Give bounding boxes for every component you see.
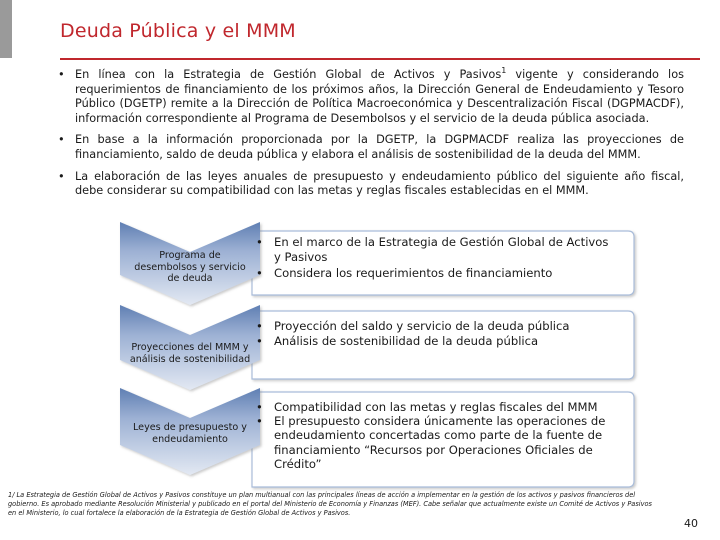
detail-item <box>250 400 612 414</box>
footnote-marker: 1 <box>501 66 507 76</box>
bullet-dot: • <box>256 334 263 349</box>
detail-item <box>250 266 612 281</box>
detail-text: Análisis de sostenibilidad de la deuda pública <box>274 334 539 349</box>
detail-text: En el marco de la Estrategia de Gestión Global de Activos y Pasivos <box>274 235 609 265</box>
bullet-text: En línea con la Estrategia de Gestión Global de Activos y Pasivos <box>75 68 502 81</box>
bullet-dot: • <box>58 68 65 81</box>
bullet-dot: • <box>58 133 65 147</box>
detail-item <box>250 235 612 266</box>
bullet-text: En base a la información proporcionada por la DGETP, la DGPMACDF realiza las proyecciones de financiamiento, saldo de deuda pública y elabora el análisis de sostenibilidad de la deuda del MMM. <box>75 133 684 161</box>
detail-text: Proyección del saldo y servicio de la deuda pública <box>274 319 570 333</box>
bullet-dot: • <box>256 235 263 249</box>
bullet-dot: • <box>256 265 263 280</box>
detail-text: El presupuesto considera únicamente las operaciones de endeudamiento concertadas como parte de la fuente de financiamiento “Recursos por Operaciones Oficiales de Crédito” <box>274 414 606 471</box>
detail-text: Considera los requerimientos de financiamiento <box>274 265 553 280</box>
detail-list-3 <box>250 400 612 471</box>
detail-item <box>250 334 612 349</box>
detail-list-1 <box>250 235 612 281</box>
footnote: 1/ La Estrategia de Gestión Global de Activos y Pasivos constituye un plan multianual con las principales líneas de acción a implementar en la gestión de los activos y pasivos financieros del gobierno. Es aprobado mediante Resolución Ministerial y publicado en el portal del Ministerio de Economía y Finanzas (MEF). Cabe señalar que actualmente existe un Comité de Activos y Pasivos en el Ministerio, lo cual fortalece la elaboración de la Estrategia de Gestión Global de Activos y Pasivos. <box>8 491 652 518</box>
bullet-dot: • <box>256 400 263 414</box>
page-number: 40 <box>684 517 698 530</box>
bullet-dot: • <box>58 169 65 183</box>
chevron-label-2: Proyecciones del MMM y análisis de sostenibilidad <box>129 342 251 365</box>
chevron-label-3: Leyes de presupuesto y endeudamiento <box>133 422 247 445</box>
detail-item <box>250 414 612 471</box>
detail-item <box>250 319 612 334</box>
page-title: Deuda Pública y el MMM <box>60 20 296 42</box>
bullet-dot: • <box>256 319 263 333</box>
detail-list-2 <box>250 319 612 350</box>
bullet-text-continued: vigente y considerando los requerimientos de financiamiento de los próximos años, la Dirección General de Endeudamiento y Tesoro Público (DGETP) remite a la Dirección de Política Macroeconómica y Descentralización Fiscal (DGPMACDF), información correspondiente al Programa de Desembolsos y el servicio de la deuda pública asociada. <box>75 68 684 125</box>
chevron-label-1: Programa de desembolsos y servicio de deuda <box>134 250 246 284</box>
bullet-text: La elaboración de las leyes anuales de presupuesto y endeudamiento público del siguiente año fiscal, debe considerar su compatibilidad con las metas y reglas fiscales establecidas en el MMM. <box>75 169 684 198</box>
detail-text: Compatibilidad con las metas y reglas fiscales del MMM <box>274 400 598 414</box>
bullet-dot: • <box>256 414 263 429</box>
